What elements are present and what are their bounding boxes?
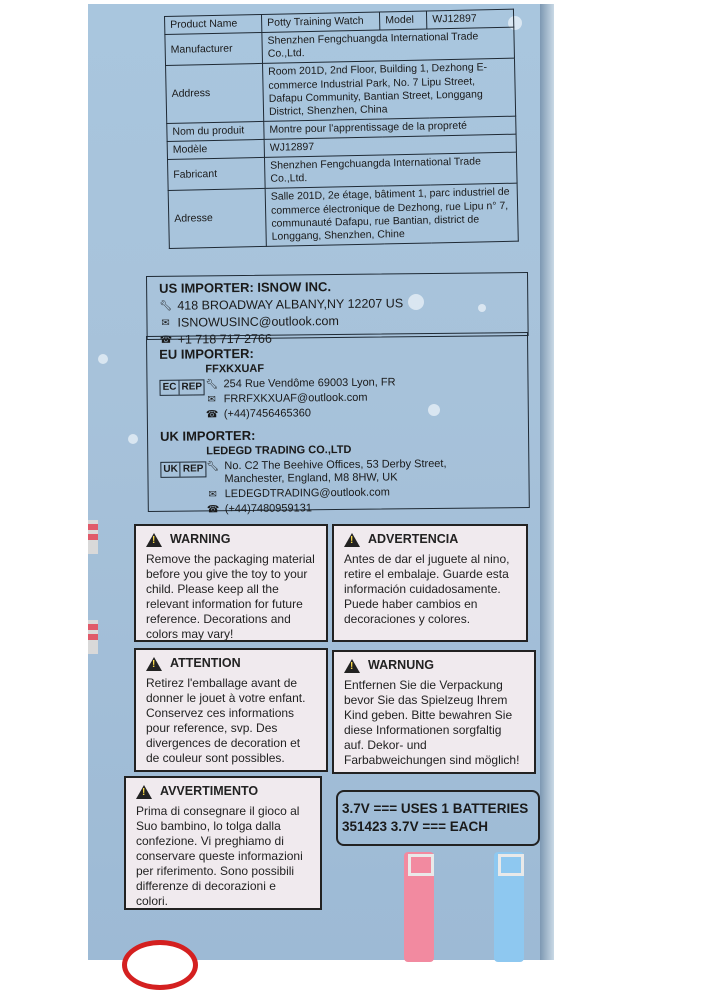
eu-uk-importer-panel bbox=[146, 332, 530, 516]
side-stripe bbox=[88, 520, 98, 554]
eu-phone: (+44)7456465360 bbox=[223, 407, 312, 421]
uk-importer-block bbox=[160, 442, 529, 516]
buckle-icon bbox=[498, 854, 524, 876]
warning-triangle-icon bbox=[344, 533, 360, 547]
envelope-icon: ✉ bbox=[208, 488, 217, 500]
product-name-label: Product Name bbox=[165, 14, 262, 34]
us-email-line bbox=[159, 312, 527, 330]
avvertimento-text: Prima di consegnare il gioco al Suo bambino, lo tolga dalla confezione. Vi preghiamo di conservare queste informazioni per riferimento. Sono possibili differenze di decorazioni e colori. bbox=[136, 803, 303, 908]
battery-line-1: 3.7V === USES 1 BATTERIES bbox=[342, 801, 529, 816]
fabricant-label: Fabricant bbox=[168, 158, 266, 191]
attention-title-row bbox=[146, 656, 316, 672]
phone-icon: ☎ bbox=[159, 334, 173, 346]
buckle-icon bbox=[408, 854, 434, 876]
envelope-icon: ✉ bbox=[161, 317, 170, 329]
decor-dot bbox=[98, 354, 108, 364]
us-importer-panel bbox=[146, 272, 529, 347]
manufacturer-label: Manufacturer bbox=[165, 33, 263, 66]
us-address-line bbox=[159, 295, 527, 313]
warning-triangle-icon bbox=[146, 533, 162, 547]
uk-rep-tag bbox=[160, 461, 206, 477]
battery-line-2: 351423 3.7V === EACH bbox=[342, 818, 488, 834]
warning-triangle-icon bbox=[146, 657, 162, 671]
modele-value: WJ12897 bbox=[264, 134, 516, 157]
eu-email-line bbox=[206, 390, 528, 405]
fabricant-value: Shenzhen Fengchuangda International Trade Co.,Ltd. bbox=[264, 152, 517, 189]
warning-card-en bbox=[134, 524, 328, 642]
eu-importer-block bbox=[159, 360, 528, 421]
eu-phone-line bbox=[206, 405, 528, 420]
adresse-label: Adresse bbox=[168, 189, 266, 249]
warning-triangle-icon bbox=[344, 659, 360, 673]
uk-address-2: Manchester, England, M8 8HW, UK bbox=[224, 471, 398, 486]
warning-card-de bbox=[332, 650, 536, 774]
uk-email: LEDEGDTRADING@outlook.com bbox=[224, 486, 390, 501]
eu-address-line bbox=[205, 375, 527, 390]
wrench-icon: 🔧︎ bbox=[159, 300, 173, 312]
model-label: Model bbox=[380, 11, 427, 30]
uk-address-line-2 bbox=[206, 470, 528, 485]
wrench-icon: 🔧︎ bbox=[205, 378, 219, 390]
adresse-value: Salle 201D, 2e étage, bâtiment 1, parc industriel de commerce électronique de Dezhong, rue Lipu n° 7, communauté Dafapu, rue Bantian, district de Longgang, Shenzhen, Chine bbox=[265, 184, 518, 247]
box-side-edge bbox=[540, 4, 554, 960]
ec-tag-left: EC bbox=[162, 381, 177, 393]
warnung-text: Entfernen Sie die Verpackung bevor Sie das Spielzeug Ihrem Kind geben. Bitte bewahren Sie diese Informationen sorgfaltig auf. Dekor- und Farbabweichungen sind möglich! bbox=[344, 677, 520, 767]
phone-icon: ☎ bbox=[205, 408, 219, 420]
envelope-icon: ✉ bbox=[207, 393, 216, 405]
uk-tag-right: REP bbox=[180, 462, 206, 476]
uk-importer-heading: UK IMPORTER: bbox=[159, 427, 256, 444]
warning-triangle-icon bbox=[136, 785, 152, 799]
us-phone: +1 718 717 2766 bbox=[177, 331, 272, 347]
eu-importer-name: FFXKXUAF bbox=[205, 362, 265, 376]
product-info-table bbox=[164, 9, 519, 249]
uk-address-1: No. C2 The Beehive Offices, 53 Derby Street, bbox=[224, 457, 447, 473]
uk-phone: (+44)7480959131 bbox=[224, 502, 313, 516]
attention-title: ATTENTION bbox=[170, 656, 241, 670]
nom-label: Nom du produit bbox=[167, 121, 264, 141]
warning-text: Remove the packaging material before you give the toy to your child. Please keep all the relevant information for future reference. Decorations and colors may vary! bbox=[146, 551, 315, 641]
battery-info-box bbox=[336, 790, 540, 846]
nom-value: Montre pour l'apprentissage de la propreté bbox=[264, 116, 516, 139]
eu-address: 254 Rue Vendôme 69003 Lyon, FR bbox=[223, 376, 396, 391]
phone-icon: ☎ bbox=[206, 503, 220, 515]
advertencia-text: Antes de dar el juguete al nino, retire el embalaje. Guarde esta información cuidadosamente. Puede haber cambios en decoraciones y colores. bbox=[344, 551, 510, 626]
uk-tag-left: UK bbox=[163, 463, 178, 475]
product-name-value: Potty Training Watch bbox=[261, 12, 380, 33]
attention-text: Retirez l'emballage avant de donner le jouet à votre enfant. Conservez ces informations pour reference, svp. Des divergences de decoration et de couleur sont possibles. bbox=[146, 675, 306, 765]
warning-title-row bbox=[146, 532, 316, 548]
us-importer-heading: US IMPORTER: ISNOW INC. bbox=[159, 279, 332, 296]
eu-importer-heading: EU IMPORTER: bbox=[159, 345, 254, 362]
side-stripe bbox=[88, 620, 98, 654]
wrench-icon: 🔧︎ bbox=[206, 460, 220, 472]
uk-email-line bbox=[207, 485, 529, 500]
address-value: Room 201D, 2nd Floor, Building 1, Dezhong E-commerce Industrial Park, No. 7 Lipu Street, Dafapu Community, Bantian Street, Longgang District, Shenzhen, China bbox=[263, 59, 516, 122]
model-value: WJ12897 bbox=[427, 9, 514, 29]
warnung-title: WARNUNG bbox=[368, 658, 434, 672]
warning-card-it bbox=[124, 776, 322, 910]
us-email: ISNOWUSINC@outlook.com bbox=[177, 313, 339, 330]
ec-rep-tag bbox=[159, 379, 205, 395]
eu-email: FRRFXKXUAF@outlook.com bbox=[223, 391, 368, 406]
age-warning-icon bbox=[122, 940, 198, 990]
modele-label: Modèle bbox=[167, 139, 264, 159]
ec-tag-right: REP bbox=[178, 380, 204, 394]
us-address: 418 BROADWAY ALBANY,NY 12207 US bbox=[177, 296, 404, 313]
avvertimento-title-row bbox=[136, 784, 310, 800]
warning-card-fr bbox=[134, 648, 328, 772]
manufacturer-value: Shenzhen Fengchuangda International Trade Co.,Ltd. bbox=[262, 27, 515, 64]
advertencia-title-row bbox=[344, 532, 516, 548]
warning-title: WARNING bbox=[170, 532, 231, 546]
warning-card-es bbox=[332, 524, 528, 642]
warnung-title-row bbox=[344, 658, 524, 674]
avvertimento-title: AVVERTIMENTO bbox=[160, 784, 259, 798]
uk-importer-name: LEDEGD TRADING CO.,LTD bbox=[206, 443, 352, 458]
advertencia-title: ADVERTENCIA bbox=[368, 532, 459, 546]
decor-dot bbox=[128, 434, 138, 444]
address-label: Address bbox=[166, 64, 264, 124]
